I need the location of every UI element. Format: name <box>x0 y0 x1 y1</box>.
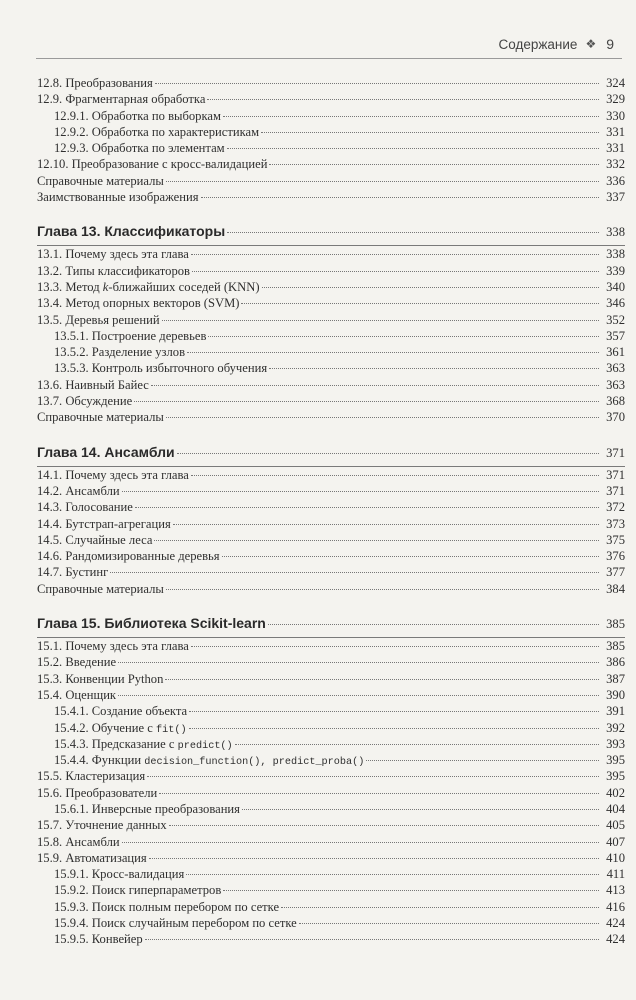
section-gap <box>37 205 625 221</box>
toc-page-number: 370 <box>606 410 625 425</box>
toc-entry <box>37 801 625 817</box>
toc-page-number: 357 <box>606 328 625 343</box>
dot-leader <box>241 303 599 304</box>
toc-entry-label: 14.7. Бустинг <box>37 565 109 580</box>
toc-page-number: 338 <box>606 247 625 262</box>
dot-leader <box>165 679 599 680</box>
dot-leader <box>242 809 599 810</box>
dot-leader <box>208 336 599 337</box>
dot-leader <box>134 401 599 402</box>
toc-entry <box>37 899 625 915</box>
page-header <box>36 30 622 59</box>
toc-entry <box>37 785 625 801</box>
toc-entry-label: 15.2. Введение <box>37 655 117 670</box>
toc-entry-label: 15.9.2. Поиск гиперпараметров <box>54 883 222 898</box>
toc-entry-label: 13.2. Типы классификаторов <box>37 263 190 278</box>
dot-leader <box>166 417 599 418</box>
toc-entry <box>37 638 625 654</box>
toc-page-number: 424 <box>606 932 625 947</box>
dot-leader <box>118 695 599 696</box>
toc-entry <box>37 75 625 91</box>
toc-page-number: 390 <box>606 687 625 702</box>
toc-entry-label: 14.1. Почему здесь эта глава <box>37 467 189 482</box>
toc-entry <box>37 124 625 140</box>
dot-leader <box>366 760 599 761</box>
toc-entry-label-part: predict() <box>177 740 233 752</box>
toc-entry <box>37 915 625 931</box>
toc-entry-label: 15.6. Преобразователи <box>37 785 158 800</box>
toc-entry-label: 12.9. Фрагментарная обработка <box>37 92 206 107</box>
dot-leader <box>149 858 599 859</box>
toc-entry-label: 15.8. Ансамбли <box>37 834 120 849</box>
dot-leader <box>145 939 599 940</box>
toc-entry <box>37 499 625 515</box>
toc-entry-label: 15.9.4. Поиск случайным перебором по сетке <box>54 916 297 931</box>
toc-entry-label: 14.4. Бутстрап-агрегация <box>37 516 171 531</box>
toc-page-number: 413 <box>606 883 625 898</box>
toc-page-number: 371 <box>606 483 625 498</box>
toc-page-number: 391 <box>606 704 625 719</box>
toc-entry <box>37 189 625 205</box>
toc-entry <box>37 671 625 687</box>
dot-leader <box>154 540 599 541</box>
toc-page-number: 407 <box>606 834 625 849</box>
dot-leader <box>162 320 599 321</box>
toc-page-number: 384 <box>606 581 625 596</box>
toc-page-number: 368 <box>606 394 625 409</box>
toc-entry-label: 13.5.3. Контроль избыточного обучения <box>54 361 268 376</box>
toc-entry-label: Заимствованные изображения <box>37 190 199 205</box>
dot-leader <box>261 132 599 133</box>
toc-entry-label: 13.5.1. Построение деревьев <box>54 328 207 343</box>
toc-entry <box>37 703 625 719</box>
toc-page-number: 340 <box>606 279 625 294</box>
toc-page-number: 371 <box>606 467 625 482</box>
toc-entry-label: 12.10. Преобразование с кросс-валидацией <box>37 157 268 172</box>
dot-leader <box>135 507 599 508</box>
chapter-page-number: 385 <box>606 617 625 632</box>
dot-leader <box>177 453 599 454</box>
dot-leader <box>169 825 599 826</box>
toc-entry <box>37 516 625 532</box>
toc-page-number: 336 <box>606 173 625 188</box>
toc-entry-label: 14.2. Ансамбли <box>37 483 120 498</box>
toc-entry <box>37 752 625 768</box>
toc-page-number: 346 <box>606 296 625 311</box>
toc-page-number: 363 <box>606 377 625 392</box>
toc-entry <box>37 483 625 499</box>
dot-leader <box>189 711 599 712</box>
toc-entry-label: 14.6. Рандомизированные деревья <box>37 549 220 564</box>
toc-entry-label: 13.6. Наивный Байес <box>37 377 149 392</box>
toc-page-number: 373 <box>606 516 625 531</box>
page-number: 9 <box>606 36 614 52</box>
toc-entry <box>37 377 625 393</box>
toc-entry <box>37 736 625 752</box>
toc-entry-label: Справочные материалы <box>37 173 164 188</box>
toc-entry-label: 15.9.1. Кросс-валидация <box>54 867 185 882</box>
toc-entry <box>37 532 625 548</box>
toc-entry-label: 15.7. Уточнение данных <box>37 818 167 833</box>
toc-entry <box>37 866 625 882</box>
toc-page-number: 375 <box>606 532 625 547</box>
toc-entry <box>37 246 625 262</box>
dot-leader <box>110 572 599 573</box>
dot-leader <box>268 624 599 625</box>
toc-page-number: 416 <box>606 899 625 914</box>
toc-page-number: 395 <box>606 769 625 784</box>
toc-page-number: 385 <box>606 639 625 654</box>
section-gap <box>37 597 625 613</box>
toc-page-number: 339 <box>606 263 625 278</box>
dot-leader <box>299 923 599 924</box>
toc-entry <box>37 467 625 483</box>
chapter-page-number: 371 <box>606 445 625 460</box>
toc-entry <box>37 654 625 670</box>
dot-leader <box>186 874 599 875</box>
toc-entry-label: 14.3. Голосование <box>37 500 133 515</box>
dot-leader <box>166 589 599 590</box>
toc-entry <box>37 393 625 409</box>
dot-leader <box>189 728 599 729</box>
chapter-page-number: 338 <box>606 225 625 240</box>
toc-entry-label: 13.5.2. Разделение узлов <box>54 345 186 360</box>
dot-leader <box>191 646 599 647</box>
dot-leader <box>269 164 599 165</box>
toc-entry-label-part: -ближайших соседей (KNN) <box>108 279 260 294</box>
toc-entry-label-part: 13.3. Метод <box>37 279 103 294</box>
toc-page-number: 395 <box>606 753 625 768</box>
toc-entry-label: 15.9.5. Конвейер <box>54 932 143 947</box>
dot-leader <box>191 254 599 255</box>
dot-leader <box>235 744 599 745</box>
toc-entry-label: 13.4. Метод опорных векторов (SVM) <box>37 296 240 311</box>
toc-entry-label: 15.4.1. Создание объекта <box>54 704 188 719</box>
toc-page-number: 337 <box>606 190 625 205</box>
toc-page-number: 405 <box>606 818 625 833</box>
toc-entry-label-part: k <box>102 279 109 294</box>
toc-entry-label-part: decision_function(), predict_proba() <box>144 757 365 769</box>
toc-page-number: 329 <box>606 92 625 107</box>
toc-entry-label <box>37 279 260 295</box>
toc-entry-label-part: fit() <box>155 724 187 736</box>
dot-leader <box>223 116 599 117</box>
toc-entry <box>37 834 625 850</box>
toc-entry <box>37 850 625 866</box>
toc-page-number: 332 <box>606 157 625 172</box>
chapter-title: Глава 15. Библиотека Scikit-learn <box>37 615 266 632</box>
dot-leader <box>262 287 599 288</box>
toc-entry <box>37 156 625 172</box>
toc-entry <box>37 140 625 156</box>
toc-page-number: 377 <box>606 565 625 580</box>
chapter-heading <box>37 221 625 241</box>
toc-page-number: 352 <box>606 312 625 327</box>
toc-entry-label: 13.5. Деревья решений <box>37 312 160 327</box>
toc-page-number: 386 <box>606 655 625 670</box>
toc-page-number: 424 <box>606 916 625 931</box>
toc-entry <box>37 108 625 124</box>
toc-entry <box>37 312 625 328</box>
toc-entry-label-part: 15.4.3. Предсказание с <box>54 736 178 751</box>
dot-leader <box>192 271 599 272</box>
toc-page-number: 404 <box>606 801 625 816</box>
chapter-title: Глава 13. Классификаторы <box>37 223 226 240</box>
toc-entry <box>37 360 625 376</box>
toc-entry <box>37 295 625 311</box>
toc-entry <box>37 328 625 344</box>
toc-entry <box>37 817 625 833</box>
section-gap <box>37 426 625 442</box>
dot-leader <box>151 385 599 386</box>
toc-page-number: 392 <box>606 720 625 735</box>
toc-entry <box>37 687 625 703</box>
dot-leader <box>166 181 599 182</box>
toc-entry-label: 12.9.3. Обработка по элементам <box>54 141 225 156</box>
toc-entry-label: 14.5. Случайные леса <box>37 532 153 547</box>
toc-page-number: 363 <box>606 361 625 376</box>
toc-page-number: 331 <box>606 124 625 139</box>
toc-entry-label: Справочные материалы <box>37 410 164 425</box>
toc-entry-label: 15.9. Автоматизация <box>37 850 147 865</box>
toc-entry <box>37 720 625 736</box>
dot-leader <box>207 99 599 100</box>
toc-page-number: 361 <box>606 345 625 360</box>
toc-entry-label: 13.7. Обсуждение <box>37 394 133 409</box>
toc-entry <box>37 409 625 425</box>
dot-leader <box>281 907 599 908</box>
chapter-title: Глава 14. Ансамбли <box>37 443 175 460</box>
dot-leader <box>223 890 599 891</box>
toc-page-number: 331 <box>606 141 625 156</box>
dot-leader <box>118 662 599 663</box>
diamond-icon: ❖ <box>585 37 597 51</box>
toc-page-number: 402 <box>606 785 625 800</box>
table-of-contents <box>37 75 625 948</box>
chapter-heading <box>37 442 625 462</box>
dot-leader <box>227 148 599 149</box>
toc-entry <box>37 173 625 189</box>
toc-entry <box>37 91 625 107</box>
toc-entry-label: 15.3. Конвенции Python <box>37 671 164 686</box>
dot-leader <box>122 842 599 843</box>
dot-leader <box>155 83 599 84</box>
toc-entry <box>37 882 625 898</box>
dot-leader <box>191 475 599 476</box>
toc-entry-label: 15.6.1. Инверсные преобразования <box>54 801 240 816</box>
toc-entry-label: 12.9.1. Обработка по выборкам <box>54 108 221 123</box>
toc-entry-label: 15.5. Кластеризация <box>37 769 146 784</box>
toc-entry-label: 15.1. Почему здесь эта глава <box>37 639 189 654</box>
dot-leader <box>227 232 599 233</box>
toc-entry-label-part: 15.4.4. Функции <box>54 753 145 768</box>
toc-entry-label: 15.4. Оценщик <box>37 687 117 702</box>
toc-page-number: 387 <box>606 671 625 686</box>
dot-leader <box>187 352 599 353</box>
toc-entry <box>37 564 625 580</box>
dot-leader <box>122 491 599 492</box>
toc-entry-label-part: 15.4.2. Обучение с <box>54 720 156 735</box>
toc-page-number: 330 <box>606 108 625 123</box>
toc-entry-label: 15.9.3. Поиск полным перебором по сетке <box>54 899 280 914</box>
dot-leader <box>173 524 599 525</box>
dot-leader <box>269 368 599 369</box>
toc-entry <box>37 581 625 597</box>
toc-entry-label: 12.9.2. Обработка по характеристикам <box>54 124 260 139</box>
chapter-heading <box>37 613 625 633</box>
toc-entry <box>37 279 625 295</box>
toc-page-number: 324 <box>606 76 625 90</box>
toc-entry-label: 12.8. Преобразования <box>37 76 153 90</box>
running-title: Содержание <box>498 36 578 52</box>
toc-entry <box>37 263 625 279</box>
dot-leader <box>201 197 599 198</box>
toc-entry <box>37 931 625 947</box>
dot-leader <box>222 556 599 557</box>
toc-page-number: 372 <box>606 500 625 515</box>
toc-page-number: 376 <box>606 549 625 564</box>
toc-page-number: 411 <box>606 867 625 882</box>
dot-leader <box>159 793 599 794</box>
dot-leader <box>147 776 599 777</box>
toc-entry-label: Справочные материалы <box>37 581 164 596</box>
toc-entry-label: 13.1. Почему здесь эта глава <box>37 247 189 262</box>
toc-entry <box>37 344 625 360</box>
toc-page-number: 410 <box>606 850 625 865</box>
toc-entry <box>37 548 625 564</box>
toc-page-number: 393 <box>606 736 625 751</box>
